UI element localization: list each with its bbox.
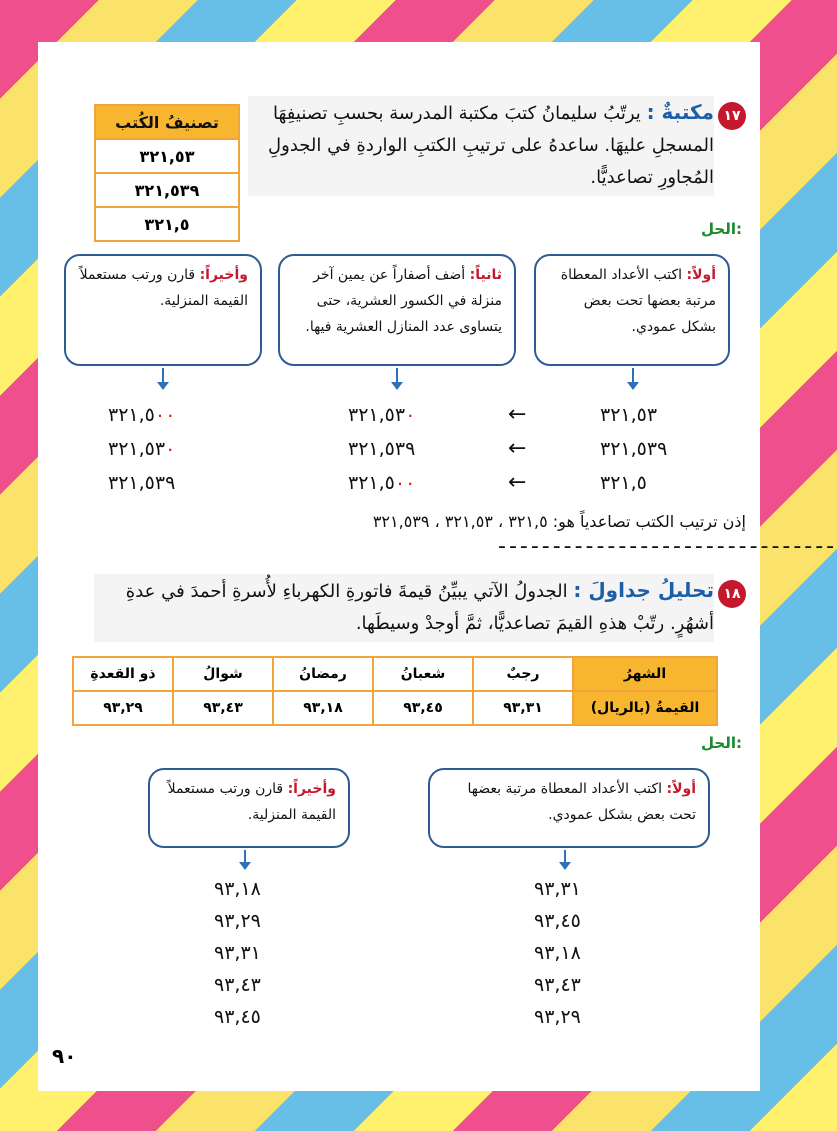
down-arrow-icon — [162, 368, 164, 384]
value-cell: ٩٣,٤٥ — [373, 691, 473, 725]
digits: ٣٢١,٥٣٩ — [108, 472, 176, 494]
added-zeros: ٠ — [405, 404, 416, 426]
electricity-bill-table — [72, 656, 718, 726]
number-col1: ٩٣,٢٩ — [534, 1006, 581, 1028]
added-zeros: ٠٠ — [154, 404, 176, 426]
question-line: أشهُرٍ. رتّبْ هذهِ القيمَ تصاعديًّا، ثمَّ أوجدْ وسيطَها. — [355, 613, 714, 634]
table-cell: ٣٢١,٥٣٩ — [95, 173, 239, 207]
number-col2: ٩٣,٤٣ — [214, 974, 261, 996]
down-arrow-icon — [244, 850, 246, 864]
number-col1: ٣٢١,٥٣ — [600, 404, 658, 426]
step-text: قارن ورتب مستعملاً القيمة المنزلية. — [167, 781, 336, 823]
solution-label: الحل: — [701, 734, 742, 752]
number-col3 — [108, 404, 175, 426]
month-cell: رجبٌ — [473, 657, 573, 691]
number-col3 — [108, 438, 175, 460]
digits: ٣٢١,٥٣ — [348, 404, 406, 426]
number-col2 — [348, 404, 415, 426]
down-arrow-icon — [632, 368, 634, 384]
step-lead: ثانياً: — [469, 267, 502, 283]
step2-bubble — [148, 768, 350, 848]
number-col2 — [348, 438, 415, 460]
value-cell: ٩٣,٢٩ — [73, 691, 173, 725]
table-cell: ٣٢١,٥٣ — [95, 139, 239, 173]
added-zeros: ٠٠ — [394, 472, 416, 494]
step-text: اكتب الأعداد المعطاة مرتبة بعضها تحت بعض بشكل عمودي. — [467, 781, 696, 823]
number-col1: ٩٣,٣١ — [534, 878, 581, 900]
step-lead: أولاً: — [686, 267, 716, 283]
step-text: أضف أصفاراً عن يمين آخر منزلة في الكسور العشرية، حتى يتساوى عدد المنازل العشرية فيها. — [305, 267, 502, 335]
left-arrow-icon: ← — [508, 436, 527, 461]
book-classification-table — [94, 104, 240, 242]
question-line: الجدولُ الآتي يبيِّنُ قيمةَ فاتورةِ الكهرباءِ لأُسرةِ أحمدَ في عدةِ — [125, 581, 568, 602]
step-lead: وأخيراً: — [287, 781, 336, 797]
month-cell: شوالُ — [173, 657, 273, 691]
conclusion-text: إذن ترتيب الكتب تصاعدياً هو: ٣٢١,٥ ، ٣٢١,٥٣ ، ٣٢١,٥٣٩ — [372, 512, 746, 531]
question-line: يرتّبُ سليمانُ كتبَ مكتبة المدرسة بحسبِ تصنيفِهَا — [273, 103, 641, 124]
number-col1: ٩٣,١٨ — [534, 942, 581, 964]
question-17-text — [248, 96, 714, 196]
value-cell: ٩٣,١٨ — [273, 691, 373, 725]
row-header-month: الشهرُ — [573, 657, 717, 691]
question-line: المُجاورِ تصاعديًّا. — [590, 167, 714, 188]
month-cell: شعبانُ — [373, 657, 473, 691]
number-col1: ٣٢١,٥ — [600, 472, 647, 494]
step-lead: أولاً: — [666, 781, 696, 797]
number-col2: ٩٣,١٨ — [214, 878, 261, 900]
number-col2 — [348, 472, 415, 494]
step-lead: وأخيراً: — [199, 267, 248, 283]
digits: ٣٢١,٥ — [108, 404, 155, 426]
step-text: اكتب الأعداد المعطاة مرتبة بعضها تحت بعض بشكل عمودي. — [560, 267, 716, 335]
left-arrow-icon: ← — [508, 470, 527, 495]
page-sheet — [38, 42, 837, 1091]
step2-bubble — [278, 254, 516, 366]
number-col2: ٩٣,٢٩ — [214, 910, 261, 932]
value-cell: ٩٣,٤٣ — [173, 691, 273, 725]
left-arrow-icon: ← — [508, 402, 527, 427]
number-col1: ٩٣,٤٥ — [534, 910, 581, 932]
step1-bubble — [534, 254, 730, 366]
question-number-badge: ١٧ — [718, 102, 746, 130]
page-number: ٩٠ — [52, 1044, 77, 1068]
question-line: المسجلِ عليهَا. ساعدهُ على ترتيبِ الكتبِ الواردةِ في الجدولِ — [268, 135, 714, 156]
step-text: قارن ورتب مستعملاً القيمة المنزلية. — [79, 267, 248, 309]
added-zeros: ٠ — [165, 438, 176, 460]
number-col2: ٩٣,٣١ — [214, 942, 261, 964]
separator: ------------------------------- — [498, 534, 837, 559]
question-number-badge: ١٨ — [718, 580, 746, 608]
down-arrow-icon — [396, 368, 398, 384]
step1-bubble — [428, 768, 710, 848]
value-cell: ٩٣,٣١ — [473, 691, 573, 725]
number-col3 — [108, 472, 175, 494]
row-header-value: القيمةُ (بالريال) — [573, 691, 717, 725]
solution-label: الحل: — [701, 220, 742, 238]
table-cell: ٣٢١,٥ — [95, 207, 239, 241]
digits: ٣٢١,٥ — [348, 472, 395, 494]
down-arrow-icon — [564, 850, 566, 864]
question-title: مكتبةٌ : — [646, 100, 714, 124]
question-title: تحليلُ جداولَ : — [573, 578, 714, 602]
digits: ٣٢١,٥٣ — [108, 438, 166, 460]
table-header: تصنيفُ الكُتب — [95, 105, 239, 139]
month-cell: ذو القعدةِ — [73, 657, 173, 691]
month-cell: رمضانُ — [273, 657, 373, 691]
number-col1: ٩٣,٤٣ — [534, 974, 581, 996]
number-col2: ٩٣,٤٥ — [214, 1006, 261, 1028]
step3-bubble — [64, 254, 262, 366]
digits: ٣٢١,٥٣٩ — [348, 438, 416, 460]
number-col1: ٣٢١,٥٣٩ — [600, 438, 668, 460]
question-18-text — [94, 574, 714, 642]
